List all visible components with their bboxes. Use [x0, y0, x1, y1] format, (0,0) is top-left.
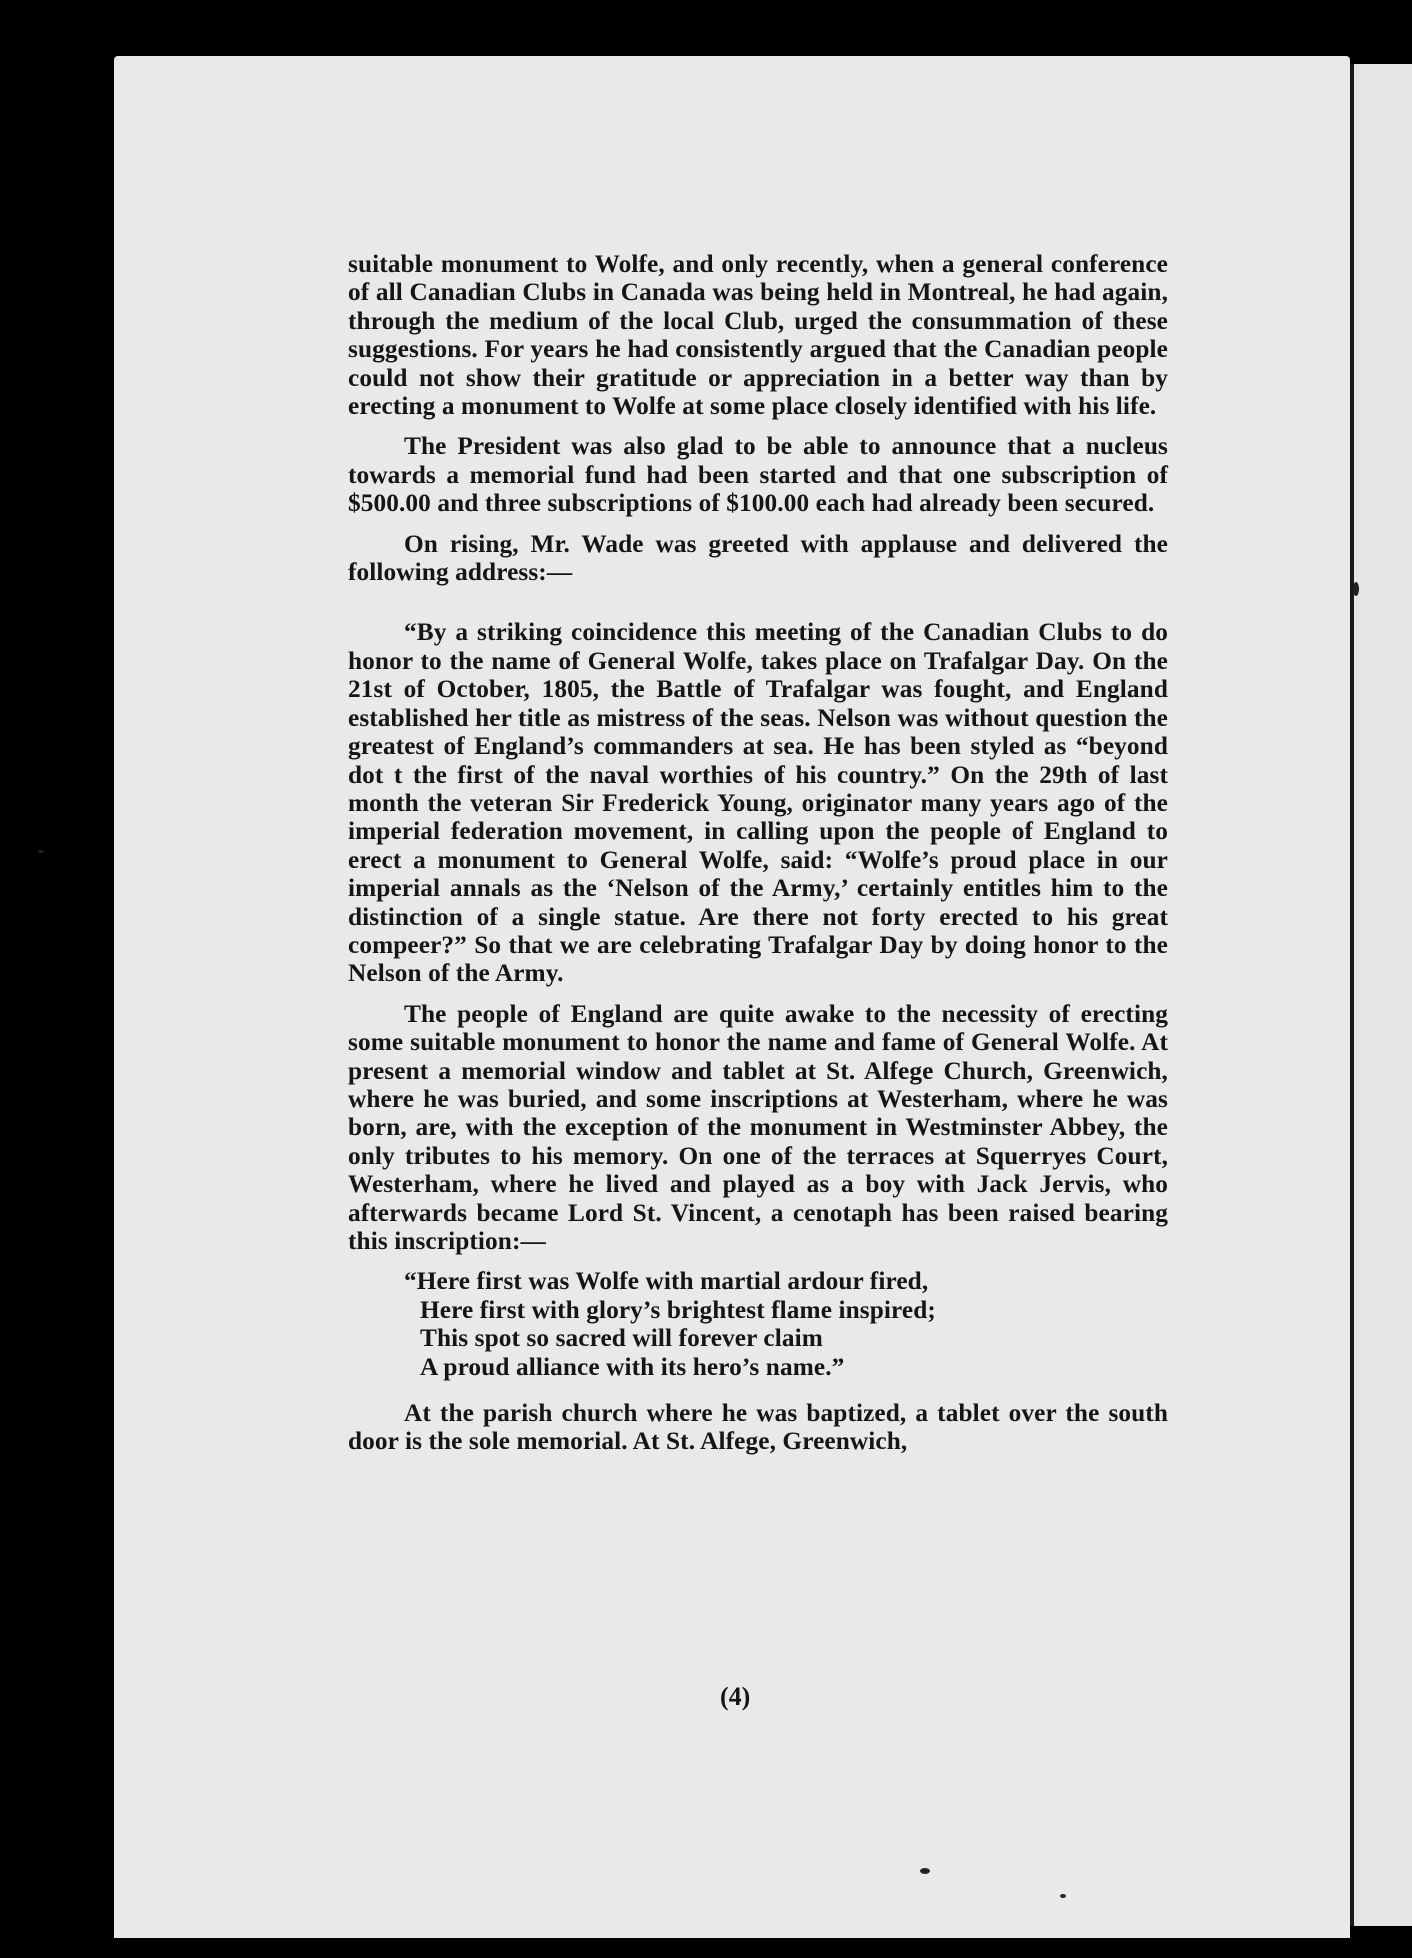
paragraph-continuation: suitable monument to Wolfe, and only recently, when a general conference of all Canadian Clubs in Canada was being held in Montreal, he had again, through the medium of the local Club, urged the consummation of these suggestions. For years he had consistently argued that the Canadian people could not show their gratitude or appreciation in a better way than by erecting a monument to Wolfe at some place closely identified with his life. — [348, 250, 1168, 421]
verse-line: This spot so sacred will forever claim — [420, 1324, 823, 1353]
verse-line: Here first with glory’s brightest flame inspired; — [420, 1295, 936, 1324]
scan-speck — [38, 850, 44, 853]
paragraph-trafalgar: “By a striking coincidence this meeting of the Canadian Clubs to do honor to the name of General Wolfe, takes place on Trafalgar Day. On the 21st of October, 1805, the Battle of Trafalgar was fought, and England established her title as mistress of the seas. Nelson was without question the greatest of England’s commanders at sea. He has been styled as “beyond dot t the first of the naval worthies of his country.” On the 29th of last month the veteran Sir Frederick Young, originator many years ago of the imperial federation movement, in calling upon the people of England to erect a monument to General Wolfe, said: “Wolfe’s proud place in our imperial annals as the ‘Nelson of the Army,’ certainly entitles him to the distinction of a single statue. Are there not forty erected to his great compeer?” So that we are celebrating Trafalgar Day by doing honor to the Nelson of the Army. — [348, 618, 1168, 988]
scan-speck — [1060, 1894, 1066, 1898]
paragraph-england-monuments: The people of England are quite awake to the necessity of erecting some suitable monument to honor the name and fame of General Wolfe. At present a memorial window and tablet at St. Alfege Church, Greenwich, where he was buried, and some inscriptions at Westerham, where he was born, are, with the exception of the monument in Westminster Abbey, the only tributes to his memory. On one of the terraces at Squerryes Court, Westerham, where he lived and played as a boy with Jack Jervis, who afterwards became Lord St. Vincent, a cenotaph has been raised bearing this inscription:— — [348, 999, 1168, 1255]
paragraph-parish-church: At the parish church where he was baptized, a tablet over the south door is the sole memorial. At St. Alfege, Greenwich, — [348, 1399, 1168, 1456]
paragraph-memorial-fund: The President was also glad to be able to announce that a nucleus towards a memorial fund had been started and that one subscription of $500.00 and three subscriptions of $100.00 each had already been secured. — [348, 432, 1168, 518]
scan-speck — [1353, 582, 1359, 596]
body-text — [348, 250, 1168, 1468]
inscription-verse — [348, 1267, 1168, 1381]
verse-line: A proud alliance with its hero’s name.” — [420, 1352, 845, 1381]
adjacent-page-edge — [1350, 64, 1412, 1926]
verse-line: “Here first was Wolfe with martial ardour fired, — [404, 1267, 929, 1296]
scan-speck — [920, 1868, 930, 1874]
paragraph-address-intro: On rising, Mr. Wade was greeted with applause and delivered the following address:— — [348, 529, 1168, 587]
page-number: (4) — [720, 1682, 751, 1711]
